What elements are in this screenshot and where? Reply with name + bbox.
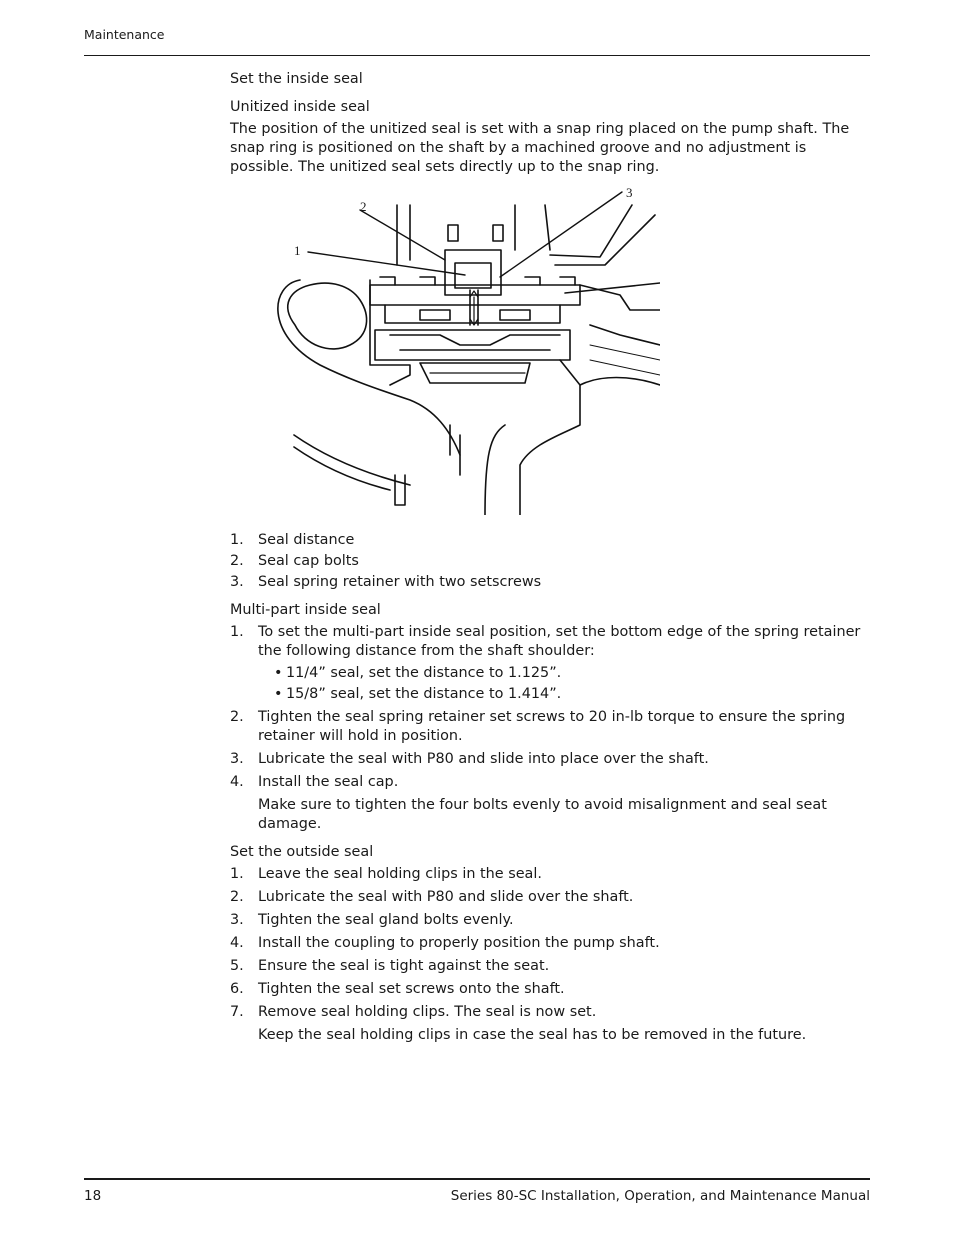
list-item: 4. Install the seal cap. xyxy=(230,774,399,790)
list-item xyxy=(230,664,870,704)
list-item: 3. Tighten the seal gland bolts evenly. xyxy=(230,912,514,928)
distance-bullets xyxy=(230,664,870,704)
pump-seal-cross-section-drawing xyxy=(260,185,660,515)
list-item: 7. Remove seal holding clips. The seal is now set. xyxy=(230,1004,597,1020)
outside-seal-steps xyxy=(230,865,870,1022)
list-item: 1. To set the multi-part inside seal position, set the bottom edge of the spring retainer the following distance from the shaft shoulder: xyxy=(230,624,861,659)
multi-part-steps xyxy=(230,623,870,792)
figure-legend xyxy=(230,531,870,592)
legend-item: 2. Seal cap bolts xyxy=(230,553,359,569)
step4-note: Make sure to tighten the four bolts evenly to avoid misalignment and seal seat damage. xyxy=(258,797,827,832)
list-item: 2. Lubricate the seal with P80 and slide over the shaft. xyxy=(230,889,634,905)
list-item: 5. Ensure the seal is tight against the seat. xyxy=(230,958,550,974)
callout-1: 1 xyxy=(294,243,301,258)
heading-unitized-inside-seal: Unitized inside seal xyxy=(230,99,370,115)
list-item: 3. Lubricate the seal with P80 and slide into place over the shaft. xyxy=(230,751,709,767)
list-item: 4. Install the coupling to properly position the pump shaft. xyxy=(230,935,660,951)
heading-multi-part-inside-seal: Multi-part inside seal xyxy=(230,602,381,618)
heading-set-outside-seal: Set the outside seal xyxy=(230,844,374,860)
footer-rule xyxy=(84,1178,870,1180)
header-rule xyxy=(84,55,870,56)
page-content xyxy=(230,70,870,1045)
manual-title: Series 80-SC Installation, Operation, and Maintenance Manual xyxy=(450,1188,870,1204)
list-item: 1. Leave the seal holding clips in the seal. xyxy=(230,866,542,882)
bullet-item: • 15/8” seal, set the distance to 1.414”. xyxy=(274,686,562,702)
unitized-paragraph: The position of the unitized seal is set with a snap ring placed on the pump shaft. The snap ring is positioned on the shaft by a machined groove and no adjustment is possible. The unitized seal sets directly up to the snap ring. xyxy=(230,121,850,175)
callout-2: 2 xyxy=(360,199,367,214)
step7-note: Keep the seal holding clips in case the seal has to be removed in the future. xyxy=(258,1027,807,1043)
heading-set-inside-seal: Set the inside seal xyxy=(230,71,363,87)
callout-3: 3 xyxy=(626,185,633,200)
running-header: Maintenance xyxy=(84,27,165,42)
bullet-item: • 11/4” seal, set the distance to 1.125”. xyxy=(274,665,562,681)
seal-diagram-figure xyxy=(260,185,660,515)
list-item: 2. Tighten the seal spring retainer set screws to 20 in-lb torque to ensure the spring retainer will hold in position. xyxy=(230,709,846,744)
list-item: 6. Tighten the seal set screws onto the shaft. xyxy=(230,981,565,997)
legend-item: 1. Seal distance xyxy=(230,532,355,548)
page-number: 18 xyxy=(84,1188,102,1204)
legend-item: 3. Seal spring retainer with two setscrews xyxy=(230,574,542,590)
